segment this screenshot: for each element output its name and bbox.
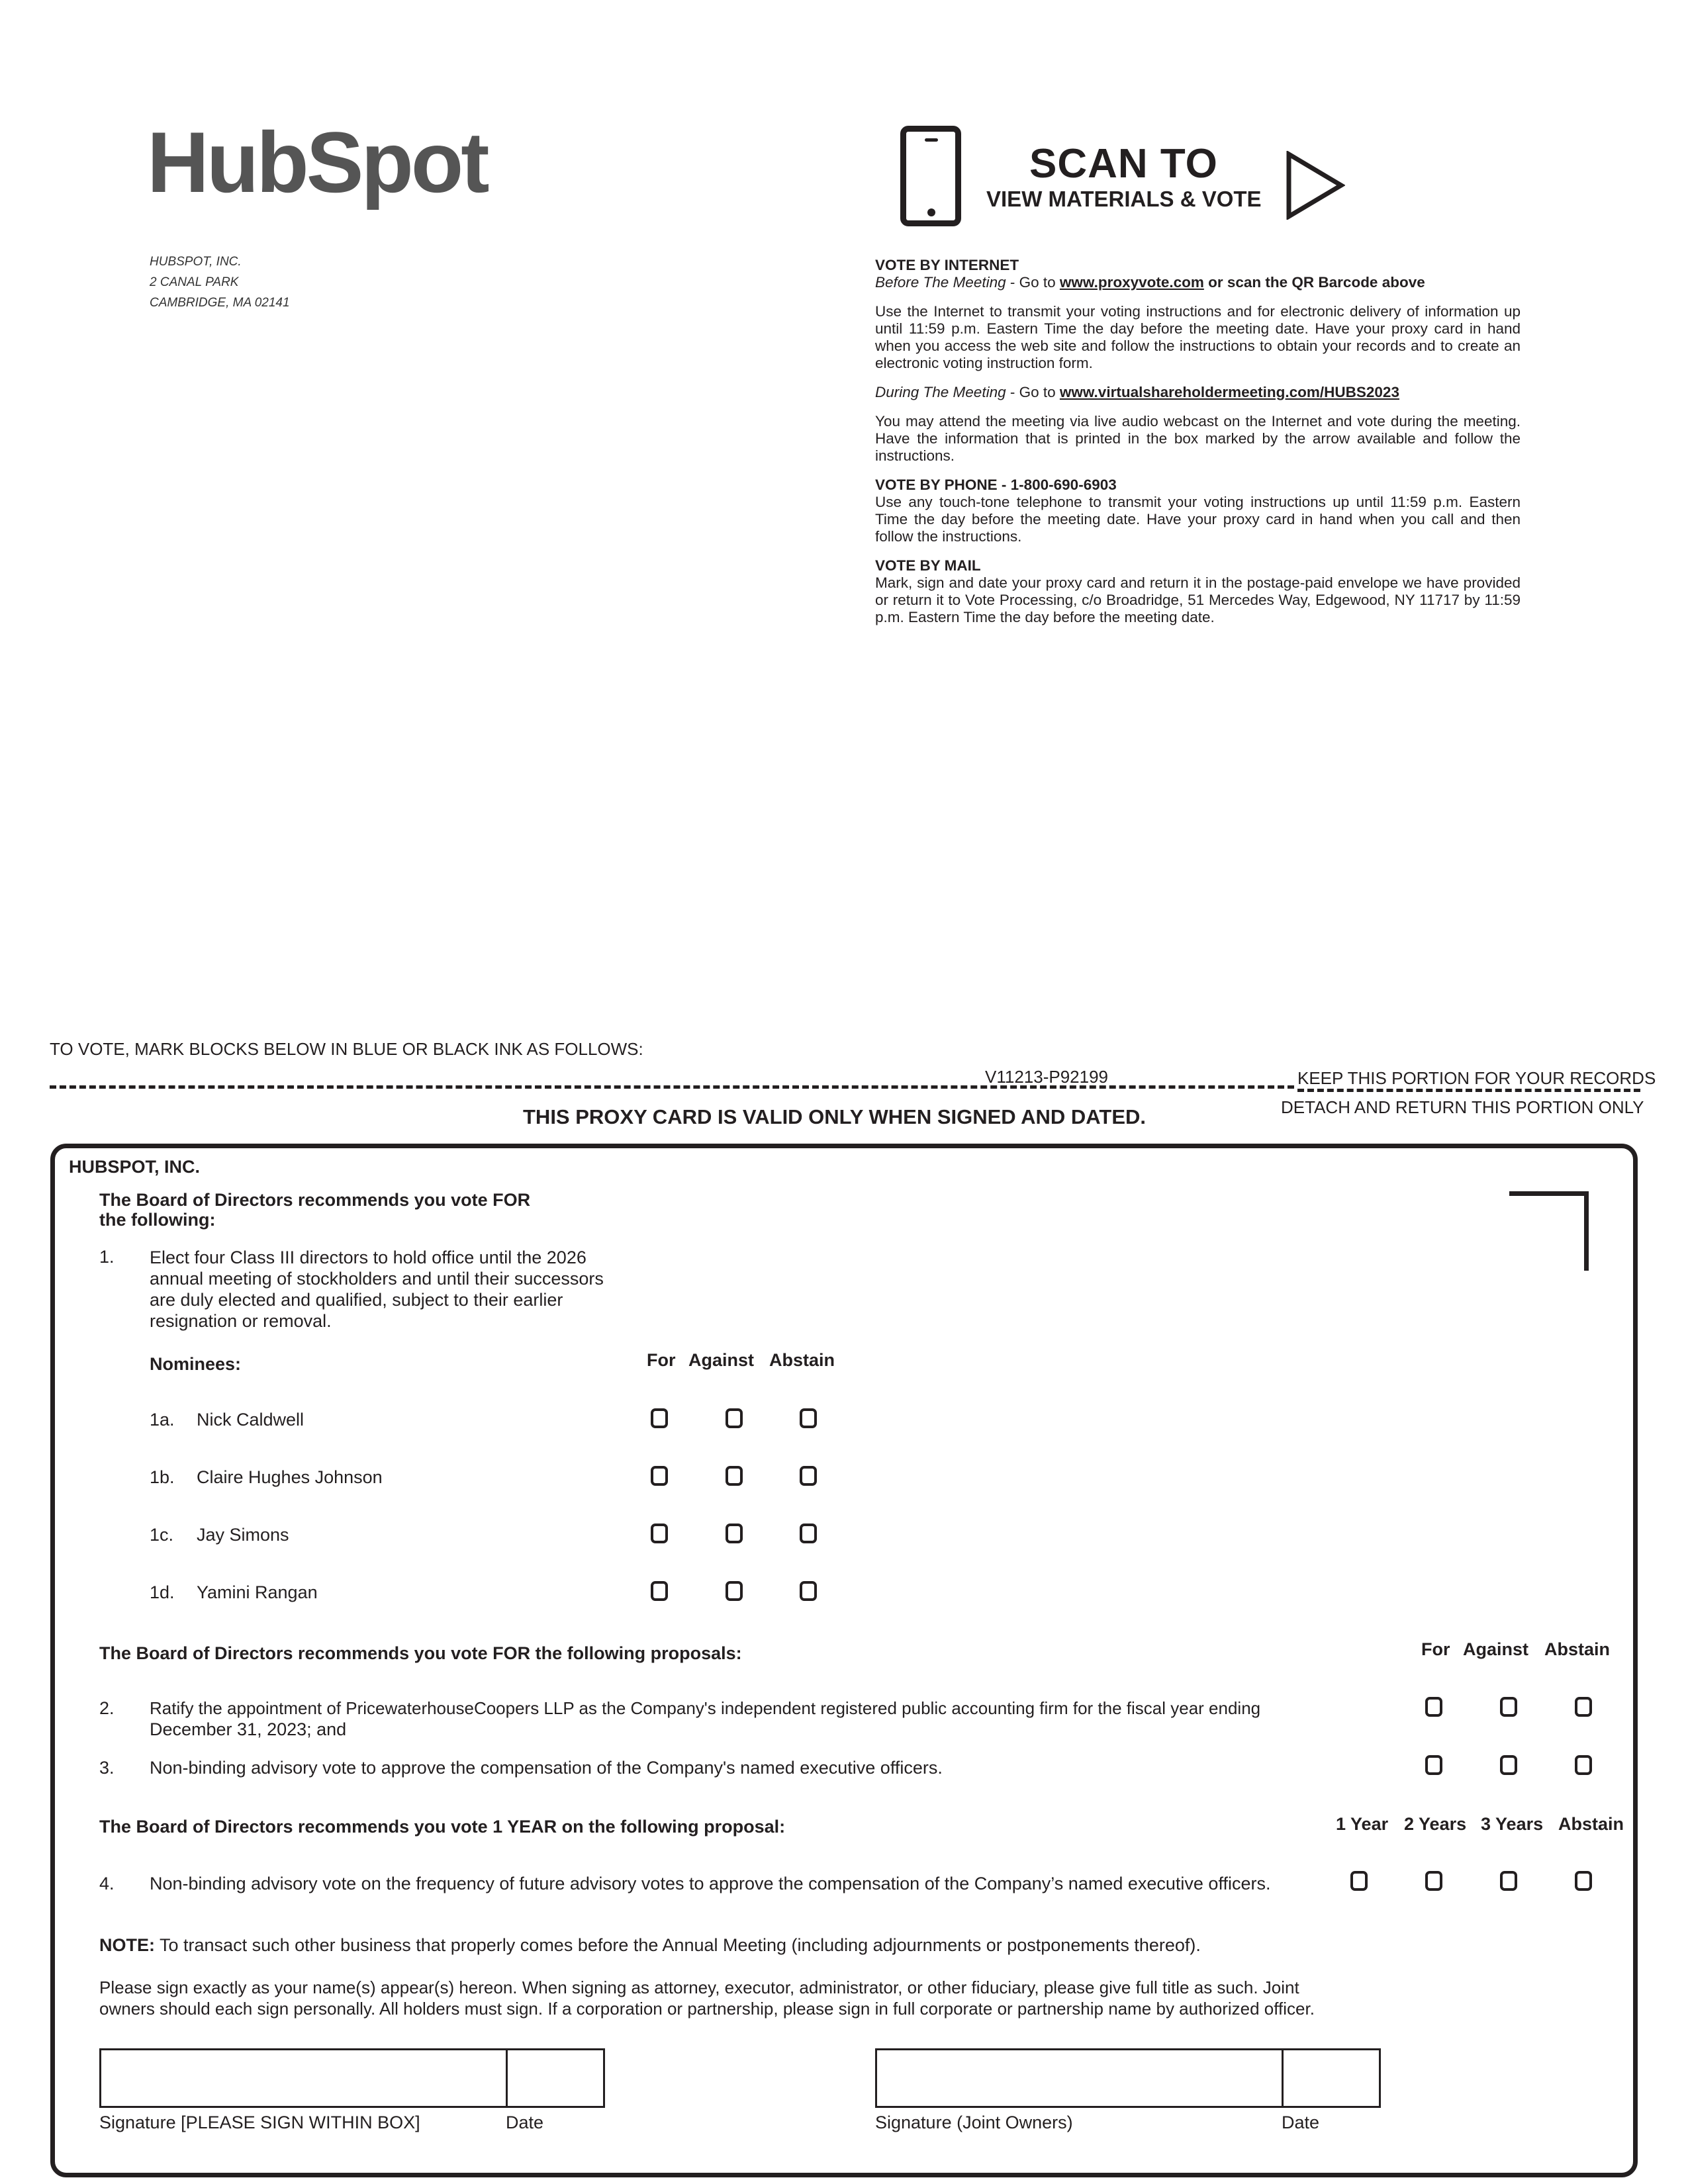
proposal-4-3-years-checkbox[interactable] — [1500, 1871, 1517, 1891]
vote-during-meeting: During The Meeting - Go to www.virtualshareholdermeeting.com/HUBS2023 — [875, 384, 1399, 400]
proposal-2-against-checkbox[interactable] — [1500, 1697, 1517, 1717]
nominee-name: Jay Simons — [197, 1525, 289, 1545]
proposal-3-for-checkbox[interactable] — [1425, 1755, 1442, 1775]
proposal-3-abstain-checkbox[interactable] — [1575, 1755, 1592, 1775]
ink-instruction: TO VOTE, MARK BLOCKS BELOW IN BLUE OR BLACK INK AS FOLLOWS: — [50, 1039, 643, 1059]
valid-notice: THIS PROXY CARD IS VALID ONLY WHEN SIGNED AND DATED. — [523, 1105, 1147, 1128]
proposal-4-1-year-checkbox[interactable] — [1350, 1871, 1368, 1891]
item-1-text: Elect four Class III directors to hold office until the 2026 annual meeting of stockholders and until their successors are duly elected and qualified, subject to their earlier resignation or removal. — [150, 1248, 604, 1331]
item-4-number: 4. — [99, 1874, 115, 1893]
col-against: Against — [688, 1350, 755, 1370]
col-for: For — [647, 1350, 676, 1370]
proposal-3-against-checkbox[interactable] — [1500, 1755, 1517, 1775]
joint-date-divider — [1282, 2048, 1284, 2108]
recommendation-1-cont: the following: — [99, 1210, 216, 1230]
proposal-2-abstain-checkbox[interactable] — [1575, 1697, 1592, 1717]
nominee-name: Yamini Rangan — [197, 1582, 318, 1602]
nominee-1c-abstain-checkbox[interactable] — [800, 1524, 817, 1543]
card-company: HUBSPOT, INC. — [69, 1157, 201, 1177]
nominee-1a-for-checkbox[interactable] — [651, 1408, 668, 1428]
keep-line — [1297, 1089, 1640, 1092]
item-1-number: 1. — [99, 1247, 115, 1267]
recommendation-1: The Board of Directors recommends you vote FOR — [99, 1190, 531, 1210]
nominee-1d-for-checkbox[interactable] — [651, 1581, 668, 1601]
vote-phone-body: Use any touch-tone telephone to transmit your voting instructions up until 11:59 p.m. Eastern Time the day before the meeting date. Have your proxy card in hand when you call and then follow the instructions. — [875, 494, 1521, 545]
item-2-text-cont: December 31, 2023; and — [150, 1719, 347, 1739]
signature-box[interactable] — [99, 2048, 605, 2108]
nominee-1b-against-checkbox[interactable] — [726, 1466, 743, 1486]
control-number: V11213-P92199 — [985, 1067, 1109, 1087]
detach-portion-label: DETACH AND RETURN THIS PORTION ONLY — [1281, 1097, 1644, 1117]
signature-label: Signature [PLEASE SIGN WITHIN BOX] — [99, 2113, 420, 2132]
vote-during-body: You may attend the meeting via live audio webcast on the Internet and vote during the meeting. Have the information that is printed in the box marked by the arrow available and follow the instructions. — [875, 413, 1521, 464]
col-3-years: 3 Years — [1481, 1814, 1544, 1834]
voting-instructions — [875, 257, 1521, 638]
corner-mark — [1509, 1191, 1589, 1271]
vote-internet-before: Before The Meeting - Go to www.proxyvote.com or scan the QR Barcode above — [875, 274, 1425, 291]
vote-mail-heading: VOTE BY MAIL — [875, 557, 981, 574]
scan-heading: SCAN TO — [1029, 141, 1218, 187]
joint-signature-label: Signature (Joint Owners) — [875, 2113, 1073, 2132]
date-label: Date — [506, 2113, 544, 2132]
recommendation-3: The Board of Directors recommends you vote 1 YEAR on the following proposal: — [99, 1817, 786, 1837]
scan-subheading: VIEW MATERIALS & VOTE — [986, 187, 1262, 211]
nominee-1a-against-checkbox[interactable] — [726, 1408, 743, 1428]
joint-signature-box[interactable] — [875, 2048, 1381, 2108]
address-line: CAMBRIDGE, MA 02141 — [150, 296, 290, 310]
nominee-1c-for-checkbox[interactable] — [651, 1524, 668, 1543]
col-abstain: Abstain — [1558, 1814, 1624, 1834]
vote-internet-heading: VOTE BY INTERNET — [875, 257, 1019, 273]
item-2-text: Ratify the appointment of PricewaterhouseCoopers LLP as the Company's independent registered public accounting firm for the fiscal year ending — [150, 1698, 1261, 1718]
proposal-4-abstain-checkbox[interactable] — [1575, 1871, 1592, 1891]
proposal-2-for-checkbox[interactable] — [1425, 1697, 1442, 1717]
vote-phone-heading: VOTE BY PHONE - 1-800-690-6903 — [875, 477, 1117, 493]
joint-date-label: Date — [1282, 2113, 1320, 2132]
address-line: 2 CANAL PARK — [150, 275, 239, 289]
company-address — [150, 251, 290, 313]
phone-icon — [900, 126, 961, 226]
nominee-id: 1c. — [150, 1525, 174, 1545]
col-2-years: 2 Years — [1404, 1814, 1467, 1834]
sign-instructions: Please sign exactly as your name(s) appear(s) hereon. When signing as attorney, executor, administrator, or other fiduciary, please give full title as such. Joint — [99, 1978, 1299, 1997]
item-2-number: 2. — [99, 1698, 115, 1718]
item-3-text: Non-binding advisory vote to approve the compensation of the Company's named executive officers. — [150, 1758, 943, 1778]
nominee-1b-for-checkbox[interactable] — [651, 1466, 668, 1486]
nominee-id: 1b. — [150, 1467, 175, 1487]
note: NOTE: To transact such other business that properly comes before the Annual Meeting (including adjournments or postponements thereof). — [99, 1935, 1201, 1955]
col-1-year: 1 Year — [1336, 1814, 1389, 1834]
nominee-1a-abstain-checkbox[interactable] — [800, 1408, 817, 1428]
keep-portion-label: KEEP THIS PORTION FOR YOUR RECORDS — [1297, 1068, 1656, 1088]
nominee-1c-against-checkbox[interactable] — [726, 1524, 743, 1543]
vote-mail-body: Mark, sign and date your proxy card and return it in the postage-paid envelope we have provided or return it to Vote Processing, c/o Broadridge, 51 Mercedes Way, Edgewood, NY 11717 by 11:59 p.m. Eastern Time the day before the meeting date. — [875, 574, 1521, 625]
sign-instructions-cont: owners should each sign personally. All holders must sign. If a corporation or partnership, please sign in full corporate or partnership name by authorized officer. — [99, 1999, 1315, 2019]
nominee-id: 1d. — [150, 1582, 175, 1602]
virtual-meeting-link[interactable]: www.virtualshareholdermeeting.com/HUBS2023 — [1059, 384, 1399, 400]
nominee-1b-abstain-checkbox[interactable] — [800, 1466, 817, 1486]
nominee-1d-abstain-checkbox[interactable] — [800, 1581, 817, 1601]
col-for: For — [1421, 1639, 1450, 1659]
item-3-number: 3. — [99, 1758, 115, 1778]
proposal-4-2-years-checkbox[interactable] — [1425, 1871, 1442, 1891]
nominee-1d-against-checkbox[interactable] — [726, 1581, 743, 1601]
nominees-label: Nominees: — [150, 1354, 242, 1374]
address-line: HUBSPOT, INC. — [150, 255, 242, 269]
hubspot-logo: HubSpot — [147, 114, 487, 210]
nominee-id: 1a. — [150, 1410, 175, 1430]
nominee-name: Nick Caldwell — [197, 1410, 305, 1430]
vote-internet-body: Use the Internet to transmit your voting instructions and for electronic delivery of information up until 11:59 p.m. Eastern Time the day before the meeting date. Have your proxy card in hand when you access the web site and follow the instructions to obtain your records and to create an electronic voting instruction form. — [875, 303, 1521, 371]
play-arrow-icon — [1286, 151, 1345, 220]
signature-date-divider — [506, 2048, 508, 2108]
item-4-text: Non-binding advisory vote on the frequency of future advisory votes to approve the compensation of the Company’s named executive officers. — [150, 1874, 1271, 1893]
col-abstain: Abstain — [1544, 1639, 1611, 1659]
nominee-name: Claire Hughes Johnson — [197, 1467, 383, 1487]
col-against: Against — [1463, 1639, 1529, 1659]
recommendation-2: The Board of Directors recommends you vote FOR the following proposals: — [99, 1643, 742, 1663]
col-abstain: Abstain — [769, 1350, 835, 1370]
proxyvote-link[interactable]: www.proxyvote.com — [1059, 274, 1204, 291]
